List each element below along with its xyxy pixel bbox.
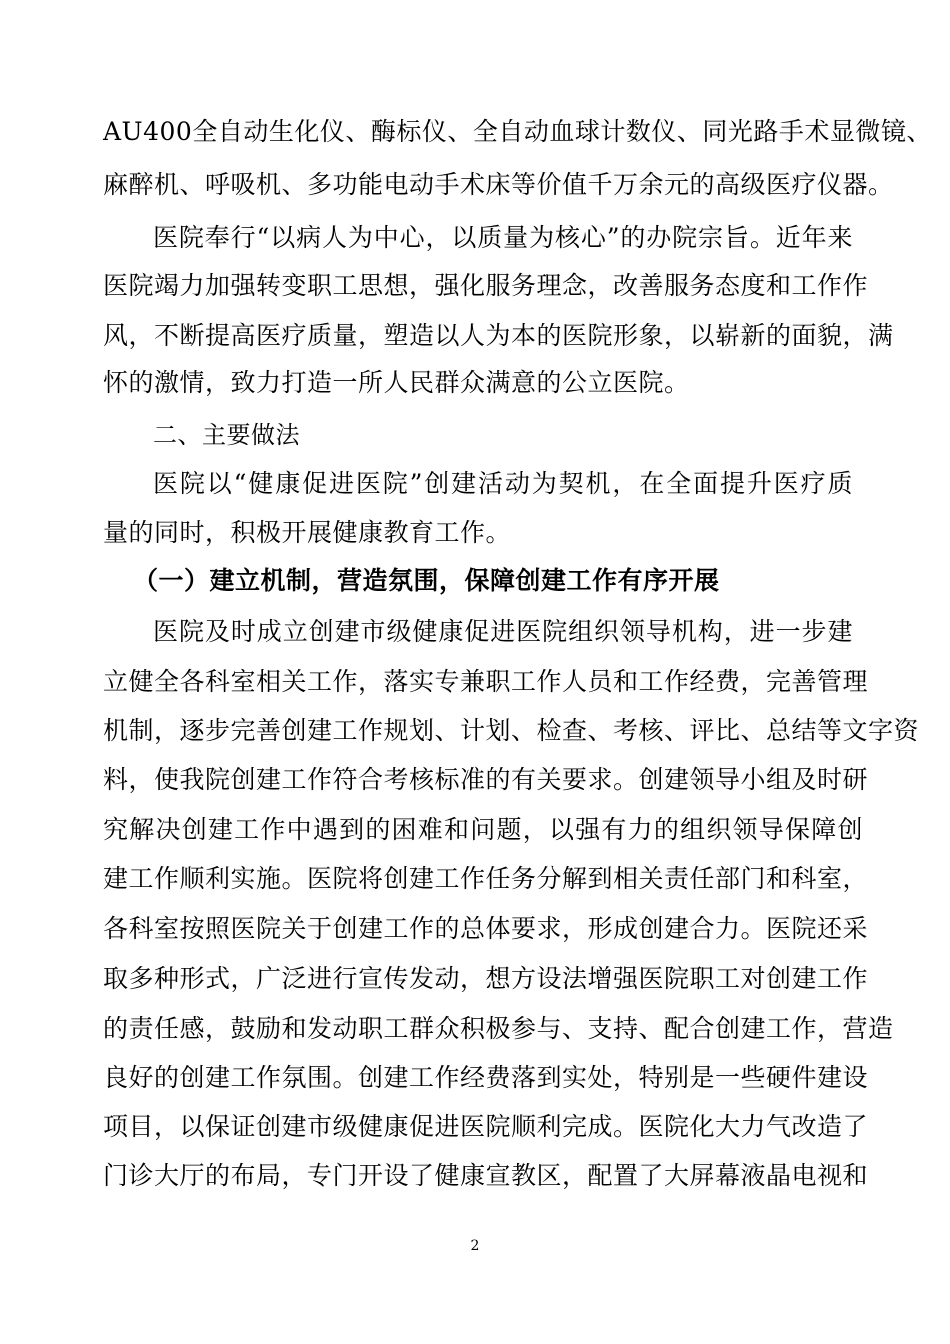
text-line: 的责任感，鼓励和发动职工群众积极参与、支持、配合创建工作，营造 (103, 1014, 894, 1043)
text-line: 风，不断提高医疗质量，塑造以人为本的医院形象，以崭新的面貌，满 (103, 321, 894, 350)
text-line: 料，使我院创建工作符合考核标准的有关要求。创建领导小组及时研 (103, 765, 869, 794)
text-line: 量的同时，积极开展健康教育工作。 (103, 518, 512, 547)
paragraph-start-line: 医院奉行“以病人为中心，以质量为核心”的办院宗旨。近年来 (153, 223, 853, 252)
subsection-heading: （一）建立机制，营造氛围，保障创建工作有序开展 (133, 566, 720, 595)
text-line: 医院竭力加强转变职工思想，强化服务理念，改善服务态度和工作作 (103, 271, 869, 300)
text-line: AU400全自动生化仪、酶标仪、全自动血球计数仪、同光路手术显微镜、 (103, 117, 932, 146)
text-line: 各科室按照医院关于创建工作的总体要求，形成创建合力。医院还采 (103, 914, 869, 943)
text-line: 麻醉机、呼吸机、多功能电动手术床等价值千万余元的高级医疗仪器。 (103, 170, 894, 199)
text-line: 建工作顺利实施。医院将创建工作任务分解到相关责任部门和科室， (103, 864, 869, 893)
text-line: 门诊大厅的布局，专门开设了健康宣教区，配置了大屏幕液晶电视和 (103, 1161, 869, 1190)
text-line: 项目，以保证创建市级健康促进医院顺利完成。医院化大力气改造了 (103, 1112, 869, 1141)
paragraph-start-line: 医院及时成立创建市级健康促进医院组织领导机构，进一步建 (153, 617, 853, 646)
paragraph-start-line: 医院以“健康促进医院”创建活动为契机，在全面提升医疗质 (153, 469, 853, 498)
section-heading: 二、主要做法 (153, 421, 300, 449)
text-line: 机制，逐步完善创建工作规划、计划、检查、考核、评比、总结等文字资 (103, 716, 920, 745)
text-line: 究解决创建工作中遇到的困难和问题，以强有力的组织领导保障创 (103, 815, 863, 844)
text-line: 立健全各科室相关工作，落实专兼职工作人员和工作经费，完善管理 (103, 667, 869, 696)
text-line: 取多种形式，广泛进行宣传发动，想方设法增强医院职工对创建工作 (103, 964, 869, 993)
text-line: 良好的创建工作氛围。创建工作经费落到实处，特别是一些硬件建设 (103, 1063, 869, 1092)
text-line: 怀的激情，致力打造一所人民群众满意的公立医院。 (103, 368, 690, 397)
page-number: 2 (470, 1238, 480, 1254)
